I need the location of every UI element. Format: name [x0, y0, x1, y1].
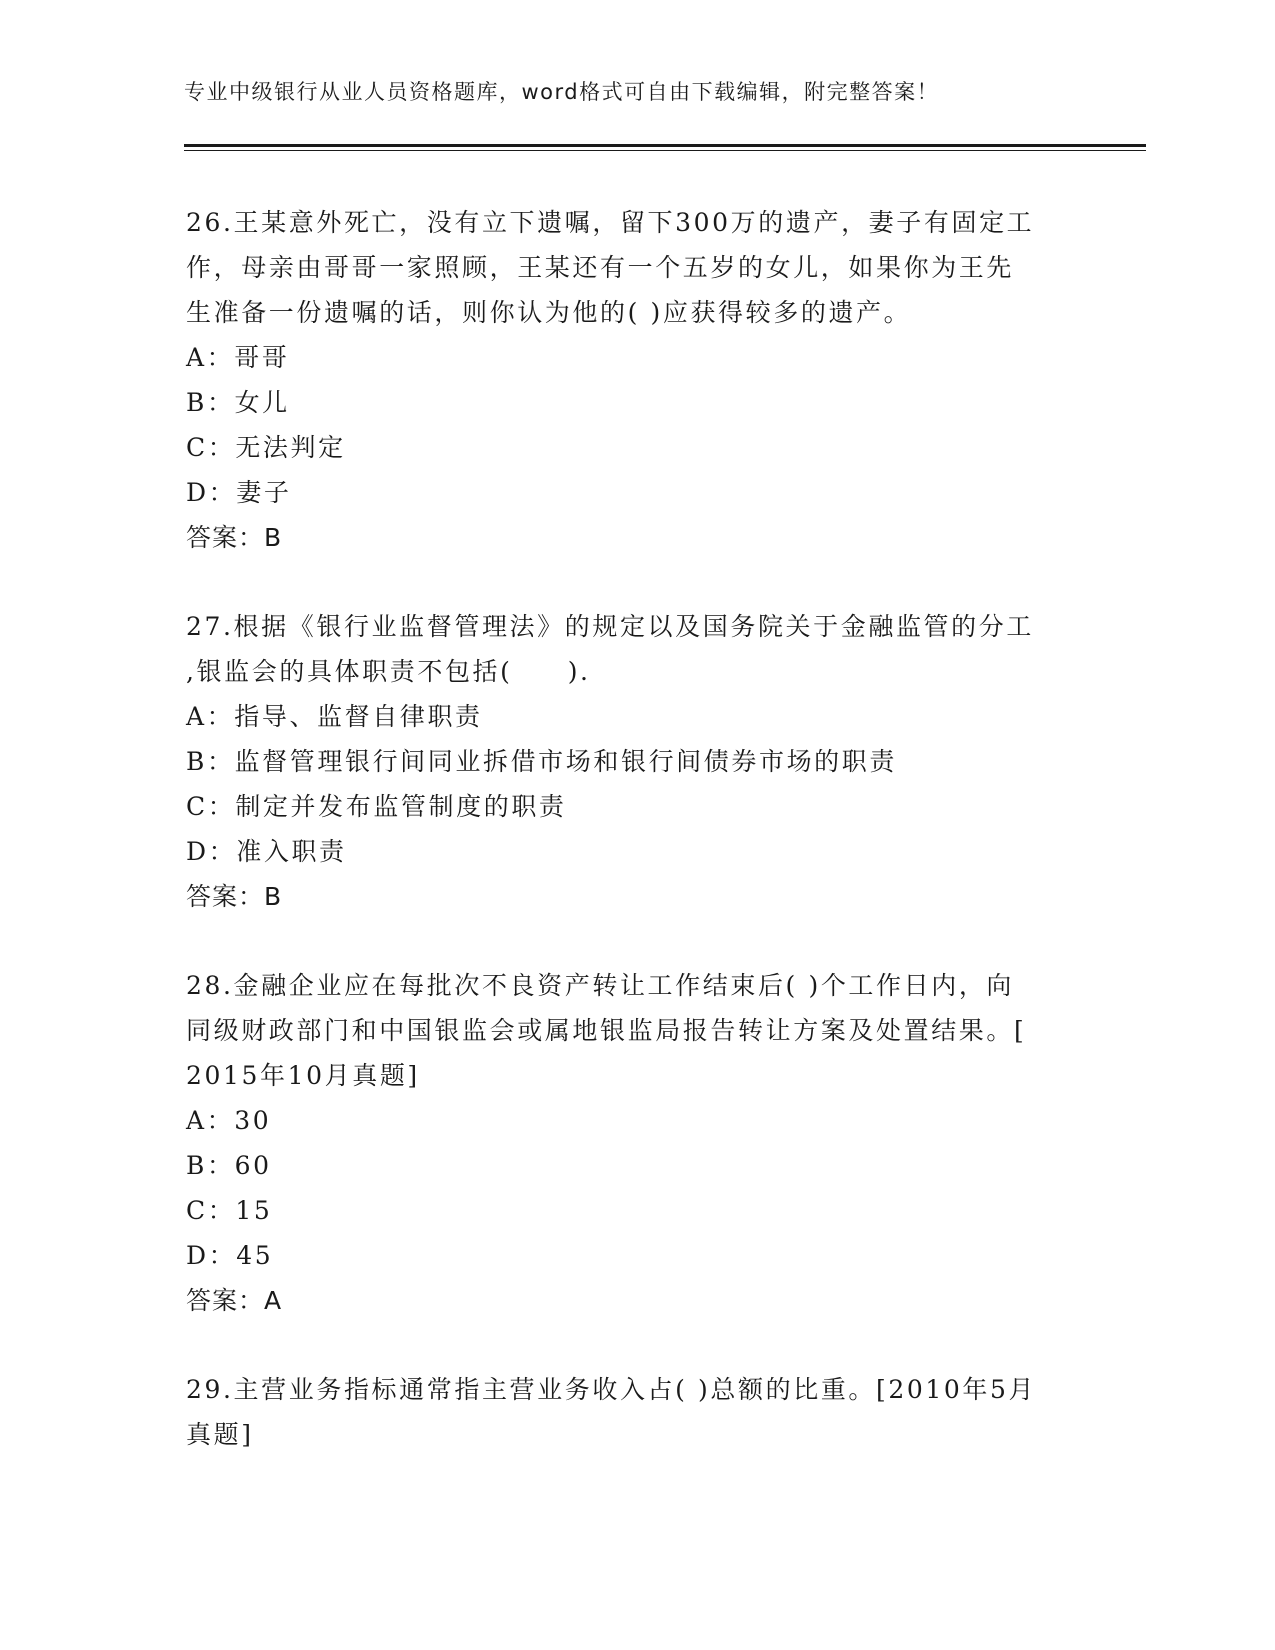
option-c: C：15 [186, 1196, 273, 1225]
question-stem-line: 26.王某意外死亡，没有立下遗嘱，留下300万的遗产，妻子有固定工 [186, 208, 1035, 237]
option-d: D：45 [186, 1241, 274, 1270]
option-c: C：无法判定 [186, 433, 346, 462]
question-stem-line: 28.金融企业应在每批次不良资产转让工作结束后( )个工作日内，向 [186, 971, 1015, 1000]
option-d: D：妻子 [186, 478, 292, 507]
question-stem-line: 作，母亲由哥哥一家照顾，王某还有一个五岁的女儿，如果你为王先 [186, 253, 1015, 282]
answer-label: 答案：B [186, 523, 283, 552]
option-b: B：60 [186, 1151, 272, 1180]
option-d: D：准入职责 [186, 837, 347, 866]
question-list [186, 200, 1066, 1501]
answer-label: 答案：A [186, 1286, 283, 1315]
question-stem-line: 生准备一份遗嘱的话，则你认为他的( )应获得较多的遗产。 [186, 298, 912, 327]
question-stem-line: 真题] [186, 1420, 254, 1449]
question-stem-line: 29.主营业务指标通常指主营业务收入占( )总额的比重。[2010年5月 [186, 1375, 1037, 1404]
question-29 [186, 1367, 1066, 1457]
question-stem-line: 27.根据《银行业监督管理法》的规定以及国务院关于金融监管的分工 [186, 612, 1034, 641]
option-b: B：监督管理银行间同业拆借市场和银行间债券市场的职责 [186, 747, 897, 776]
header-divider-thin [184, 150, 1146, 151]
question-28 [186, 963, 1066, 1323]
question-stem-line: 2015年10月真题] [186, 1061, 420, 1090]
question-26 [186, 200, 1066, 560]
option-a: A：指导、监督自律职责 [186, 702, 483, 731]
option-a: A：哥哥 [186, 343, 290, 372]
question-stem-line: ,银监会的具体职责不包括( ). [186, 657, 591, 686]
answer-label: 答案：B [186, 882, 283, 911]
option-b: B：女儿 [186, 388, 290, 417]
option-c: C：制定并发布监管制度的职责 [186, 792, 567, 821]
page-header-text: 专业中级银行从业人员资格题库，word格式可自由下载编辑，附完整答案！ [184, 80, 940, 104]
header-divider-thick [184, 144, 1146, 147]
option-a: A：30 [186, 1106, 272, 1135]
question-stem-line: 同级财政部门和中国银监会或属地银监局报告转让方案及处置结果。[ [186, 1016, 1027, 1045]
question-27 [186, 604, 1066, 919]
